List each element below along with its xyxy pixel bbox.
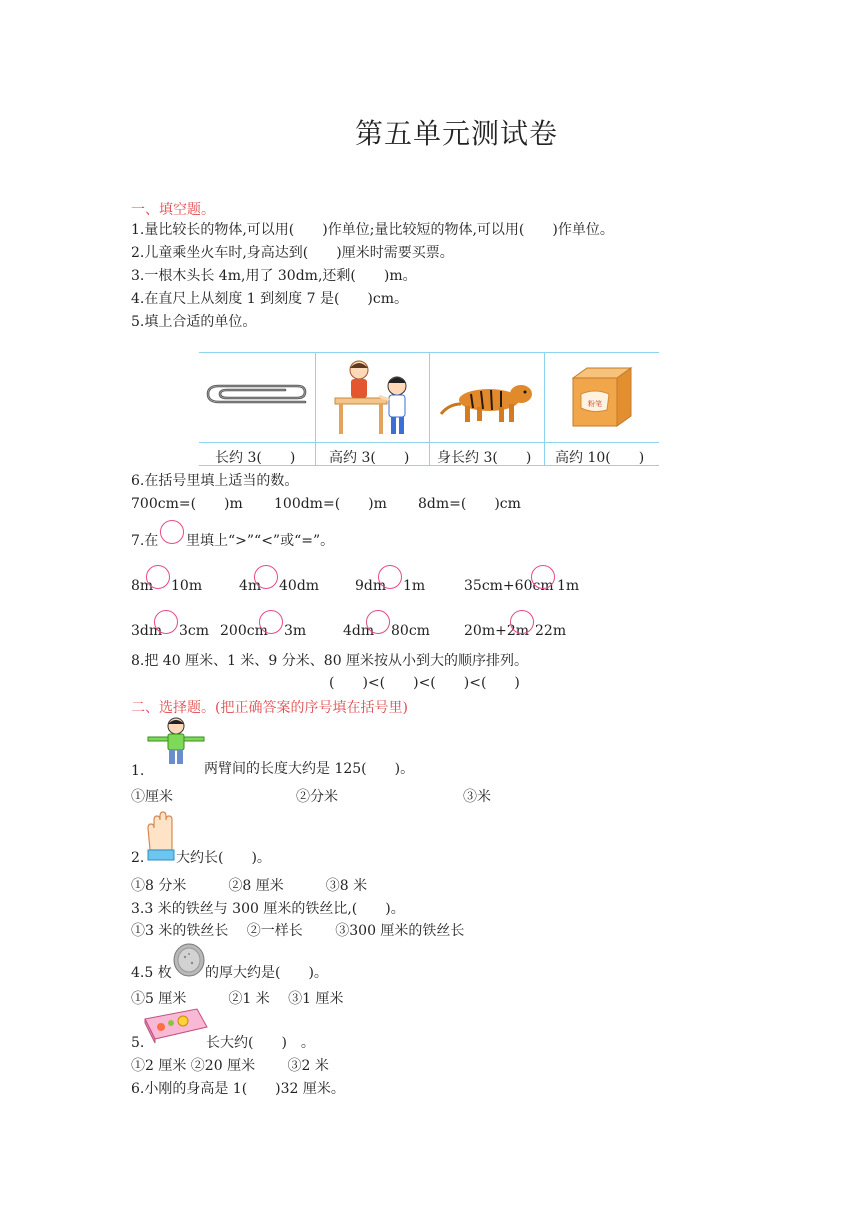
q7-r1-b-right: 40dm bbox=[279, 578, 320, 594]
q7-r2-a-right: 3cm bbox=[179, 623, 210, 639]
q2-3-text: 3.3 米的铁丝与 300 厘米的铁丝比,( )。 bbox=[131, 901, 405, 917]
q2-1-option-1: ①厘米 bbox=[131, 789, 173, 805]
question-1-6: 6.在括号里填上适当的数。 bbox=[131, 473, 299, 489]
q2-5-options: ①2 厘米 ②20 厘米 ③2 米 bbox=[131, 1058, 329, 1074]
q7-r2-c-right: 80cm bbox=[391, 623, 430, 639]
q7-r1-c-right: 1m bbox=[403, 578, 426, 594]
q7-r1-c-left: 9dm bbox=[355, 578, 387, 594]
q7-r1-d-right: 1m bbox=[557, 578, 580, 594]
caption-children: 高约 3( ) bbox=[329, 450, 410, 466]
compare-circle bbox=[378, 565, 402, 589]
hand-image bbox=[144, 810, 176, 862]
q2-2-text: 大约长( )。 bbox=[176, 850, 271, 866]
q2-3-options: ①3 米的铁丝长 ②一样长 ③300 厘米的铁丝长 bbox=[131, 923, 465, 939]
question-1-1: 1.量比较长的物体,可以用( )作单位;量比较短的物体,可以用( )作单位。 bbox=[131, 222, 614, 238]
question-1-4: 4.在直尺上从刻度 1 到刻度 7 是( )cm。 bbox=[131, 291, 409, 307]
q7-r2-b-right: 3m bbox=[284, 623, 307, 639]
pencil-case-image bbox=[143, 1005, 209, 1045]
q2-5-text: 长大约( ) 。 bbox=[206, 1035, 315, 1051]
q2-2-number: 2. bbox=[131, 850, 145, 866]
q7-r1-d-left: 35cm+60cm bbox=[464, 578, 554, 594]
q7-suffix: 里填上“>”“<”或“=”。 bbox=[186, 533, 335, 549]
caption-paperclip: 长约 3( ) bbox=[215, 450, 296, 466]
q6-item-1: 700cm=( )m bbox=[131, 496, 243, 512]
compare-circle bbox=[154, 610, 178, 634]
coin-image bbox=[173, 943, 205, 977]
compare-circle bbox=[510, 610, 534, 634]
q6-item-3: 8dm=( )cm bbox=[418, 496, 521, 512]
q7-r1-b-left: 4m bbox=[239, 578, 262, 594]
q2-4-text: 的厚大约是( )。 bbox=[205, 965, 328, 981]
children-at-desk-image bbox=[329, 358, 419, 440]
q7-r2-a-left: 3dm bbox=[131, 623, 163, 639]
q2-1-text: 两臂间的长度大约是 125( )。 bbox=[204, 761, 415, 777]
q2-2-options: ①8 分米 ②8 厘米 ③8 米 bbox=[131, 878, 368, 894]
question-1-2: 2.儿童乘坐火车时,身高达到( )厘米时需要买票。 bbox=[131, 245, 454, 261]
section-heading-fill-in: 一、填空题。 bbox=[131, 202, 215, 218]
compare-circle bbox=[254, 565, 278, 589]
compare-circle bbox=[366, 610, 390, 634]
q8-answer-blanks: ( )<( )<( )<( ) bbox=[329, 675, 520, 691]
q2-4-options: ①5 厘米 ②1 米 ③1 厘米 bbox=[131, 991, 344, 1007]
q7-r2-d-right: 22m bbox=[535, 623, 567, 639]
compare-circle bbox=[146, 565, 170, 589]
section-heading-multiple-choice: 二、选择题。(把正确答案的序号填在括号里) bbox=[131, 700, 408, 716]
tiger-image bbox=[437, 374, 539, 426]
q7-r1-a-left: 8m bbox=[131, 578, 154, 594]
compare-circle bbox=[531, 565, 555, 589]
q2-4-prefix: 4.5 枚 bbox=[131, 965, 172, 981]
q2-6-text: 6.小刚的身高是 1( )32 厘米。 bbox=[131, 1081, 345, 1097]
boy-arms-outstretched-image bbox=[146, 716, 206, 766]
q7-r2-d-left: 20m+2m bbox=[464, 623, 530, 639]
q2-5-number: 5. bbox=[131, 1035, 145, 1051]
unit-picture-table bbox=[199, 352, 659, 466]
q7-r1-a-right: 10m bbox=[171, 578, 203, 594]
q7-r2-b-left: 200cm bbox=[220, 623, 268, 639]
q2-1-number: 1. bbox=[131, 763, 145, 779]
q6-item-2: 100dm=( )m bbox=[274, 496, 387, 512]
q7-prefix: 7.在 bbox=[131, 533, 159, 549]
page-title: 第五单元测试卷 bbox=[355, 117, 559, 150]
question-1-3: 3.一根木头长 4m,用了 30dm,还剩( )m。 bbox=[131, 268, 417, 284]
paperclip-image bbox=[205, 380, 309, 412]
q2-1-option-2: ②分米 bbox=[296, 789, 338, 805]
question-1-5: 5.填上合适的单位。 bbox=[131, 314, 257, 330]
compare-circle bbox=[160, 520, 184, 544]
caption-chalk-box: 高约 10( ) bbox=[555, 450, 645, 466]
q7-r2-c-left: 4dm bbox=[343, 623, 375, 639]
caption-tiger: 身长约 3( ) bbox=[437, 450, 532, 466]
question-1-8: 8.把 40 厘米、1 米、9 分米、80 厘米按从小到大的顺序排列。 bbox=[131, 653, 529, 669]
chalk-box-image bbox=[569, 366, 635, 428]
compare-circle bbox=[259, 610, 283, 634]
chalk-box-label: 粉笔 bbox=[588, 400, 602, 408]
q2-1-option-3: ③米 bbox=[463, 789, 491, 805]
